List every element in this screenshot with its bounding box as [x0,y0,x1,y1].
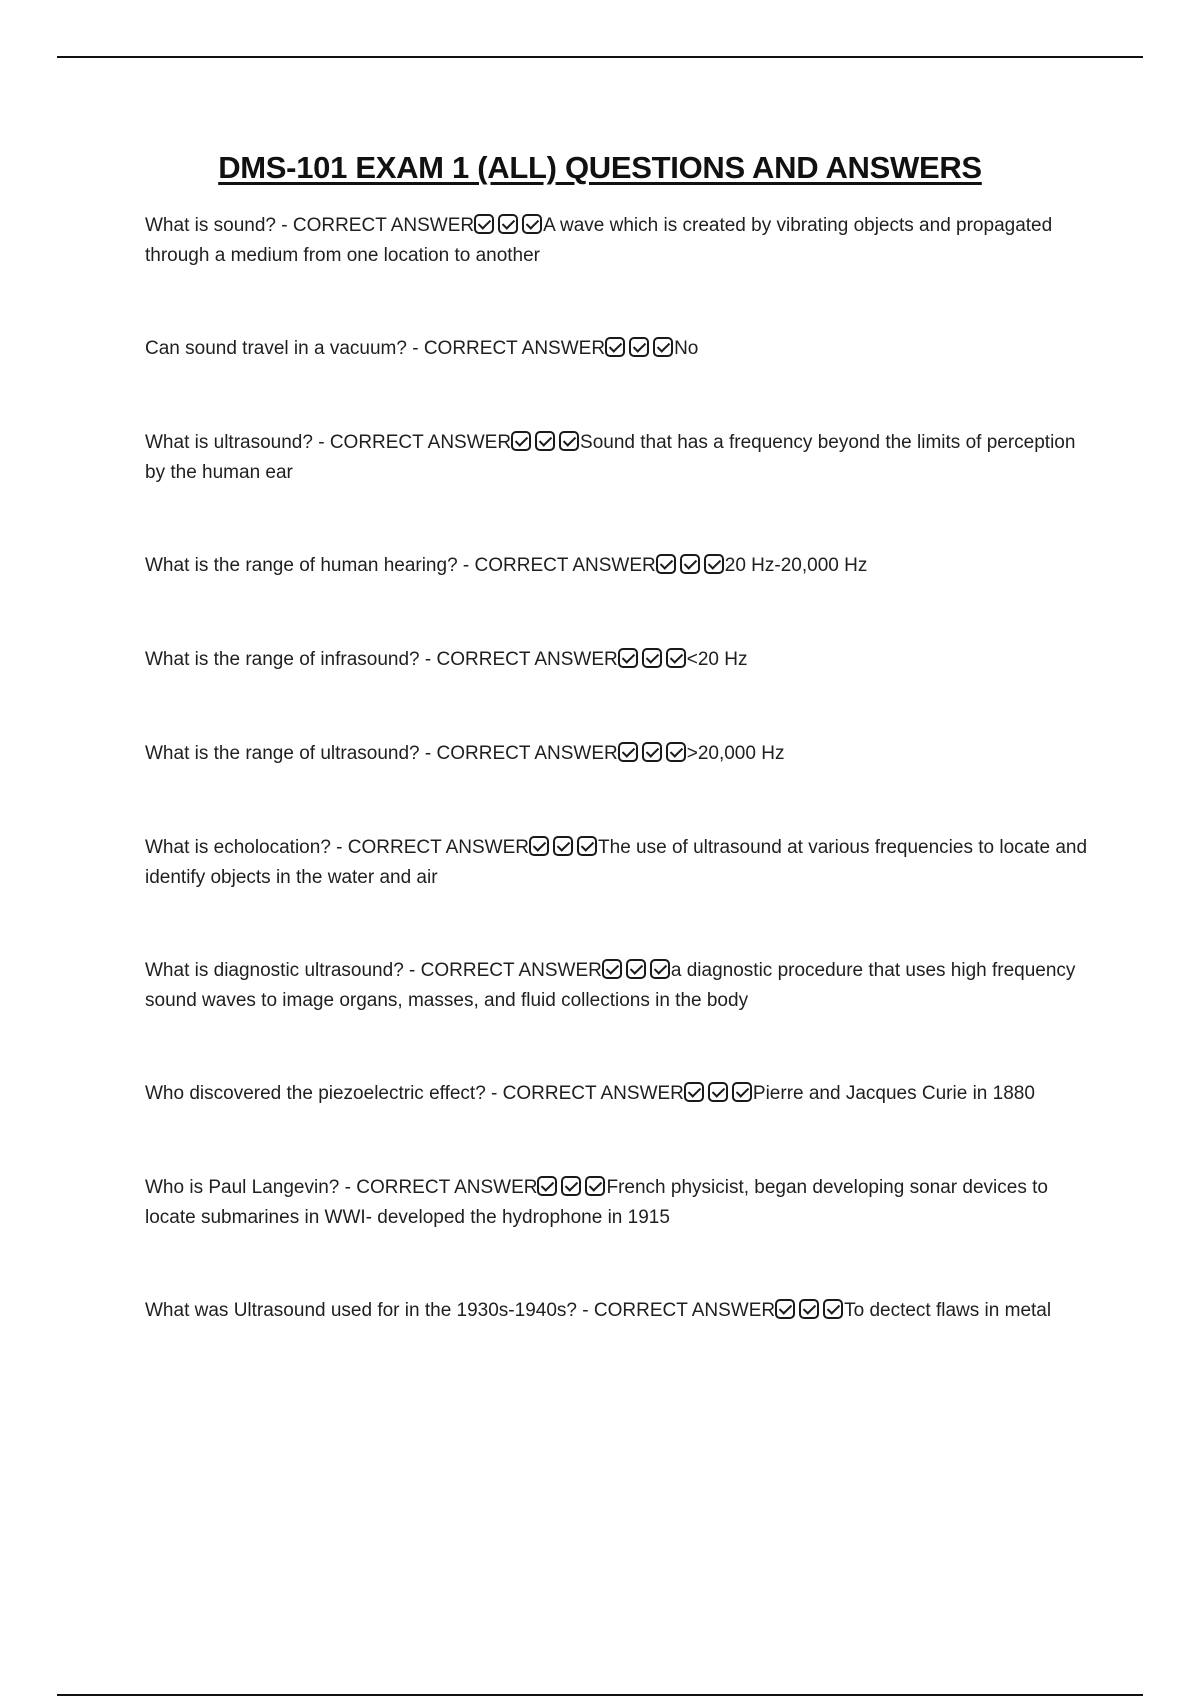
question-text: What was Ultrasound used for in the 1930s-1940s? [145,1300,577,1321]
check-group [775,1296,844,1326]
checkbox-checked-icon [618,648,638,668]
check-group [529,833,598,863]
checkbox-checked-icon [666,742,686,762]
separator: - [339,1177,357,1198]
separator: - [403,960,421,981]
check-group [511,428,580,458]
page-title: DMS-101 EXAM 1 (ALL) QUESTIONS AND ANSWERS [218,150,982,185]
question-text: What is sound? [145,215,276,236]
checkbox-checked-icon [642,742,662,762]
question-text: What is the range of infrasound? [145,649,420,670]
answer-marker: CORRECT ANSWER [356,1177,538,1198]
qa-item [145,833,1090,893]
separator: - [312,432,330,453]
answer-marker: CORRECT ANSWER [347,837,530,858]
question-text: What is the range of human hearing? [145,555,458,576]
answer-text: No [674,338,699,359]
checkbox-checked-icon [577,836,597,856]
qa-item [145,428,1090,488]
checkbox-checked-icon [535,431,555,451]
checkbox-checked-icon [732,1082,752,1102]
checkbox-checked-icon [553,836,573,856]
checkbox-checked-icon [559,431,579,451]
answer-marker: CORRECT ANSWER [420,960,602,981]
separator: - [275,215,293,236]
checkbox-checked-icon [561,1176,581,1196]
question-text: Who discovered the piezoelectric effect? [145,1083,486,1104]
answer-marker: CORRECT ANSWER [436,649,618,670]
checkbox-checked-icon [650,959,670,979]
question-text: Who is Paul Langevin? [145,1177,340,1198]
answer-marker: CORRECT ANSWER [329,432,512,453]
checkbox-checked-icon [704,554,724,574]
separator: - [419,743,437,764]
answer-text: <20 Hz [686,649,748,670]
answer-marker: CORRECT ANSWER [502,1083,684,1104]
qa-item [145,1079,1090,1109]
question-text: Can sound travel in a vacuum? [145,338,407,359]
question-text: What is echolocation? [145,837,331,858]
answer-marker: CORRECT ANSWER [474,555,656,576]
answer-text: The use of ultrasound at various frequencies to locate and identify objects in the water and air [145,837,1088,888]
qa-item [145,334,1090,364]
answer-text: a diagnostic procedure that uses high frequency sound waves to image organs, masses, and fluid collections in the body [145,960,1076,1011]
checkbox-checked-icon [656,554,676,574]
separator: - [457,555,475,576]
question-text: What is diagnostic ultrasound? [145,960,404,981]
answer-text: >20,000 Hz [686,743,785,764]
answer-marker: CORRECT ANSWER [593,1300,776,1321]
checkbox-checked-icon [799,1299,819,1319]
checkbox-checked-icon [653,337,673,357]
checkbox-checked-icon [605,337,625,357]
checkbox-checked-icon [775,1299,795,1319]
answer-marker: CORRECT ANSWER [292,215,475,236]
top-divider [57,56,1143,58]
check-group [605,334,674,364]
check-group [602,956,671,986]
qa-item [145,211,1090,271]
answer-text: To dectect flaws in metal [844,1300,1052,1321]
checkbox-checked-icon [537,1176,557,1196]
answer-text: A wave which is created by vibrating objects and propagated through a medium from one location to another [145,215,1053,266]
checkbox-checked-icon [602,959,622,979]
checkbox-checked-icon [642,648,662,668]
checkbox-checked-icon [585,1176,605,1196]
check-group [537,1173,606,1203]
checkbox-checked-icon [708,1082,728,1102]
bottom-divider [57,1694,1143,1696]
checkbox-checked-icon [498,214,518,234]
answer-text: Pierre and Jacques Curie in 1880 [752,1083,1035,1104]
checkbox-checked-icon [618,742,638,762]
qa-item [145,551,1090,581]
answer-text: Sound that has a frequency beyond the limits of perception by the human ear [145,432,1076,483]
checkbox-checked-icon [680,554,700,574]
question-text: What is ultrasound? [145,432,313,453]
check-group [656,551,725,581]
answer-marker: CORRECT ANSWER [436,743,618,764]
separator: - [406,338,424,359]
checkbox-checked-icon [684,1082,704,1102]
separator: - [485,1083,503,1104]
checkbox-checked-icon [823,1299,843,1319]
qa-item [145,739,1090,769]
checkbox-checked-icon [626,959,646,979]
separator: - [576,1300,594,1321]
check-group [684,1079,753,1109]
qa-list [145,211,1090,1389]
checkbox-checked-icon [629,337,649,357]
checkbox-checked-icon [529,836,549,856]
answer-text: 20 Hz-20,000 Hz [724,555,868,576]
qa-item [145,645,1090,675]
separator: - [419,649,437,670]
qa-item [145,1296,1090,1326]
checkbox-checked-icon [522,214,542,234]
checkbox-checked-icon [511,431,531,451]
separator: - [330,837,348,858]
check-group [618,645,687,675]
question-text: What is the range of ultrasound? [145,743,420,764]
answer-text: French physicist, began developing sonar devices to locate submarines in WWI- developed the hydrophone in 1915 [145,1177,1048,1228]
answer-marker: CORRECT ANSWER [423,338,606,359]
qa-item [145,1173,1090,1233]
qa-item [145,956,1090,1016]
checkbox-checked-icon [474,214,494,234]
checkbox-checked-icon [666,648,686,668]
check-group [618,739,687,769]
check-group [474,211,543,241]
